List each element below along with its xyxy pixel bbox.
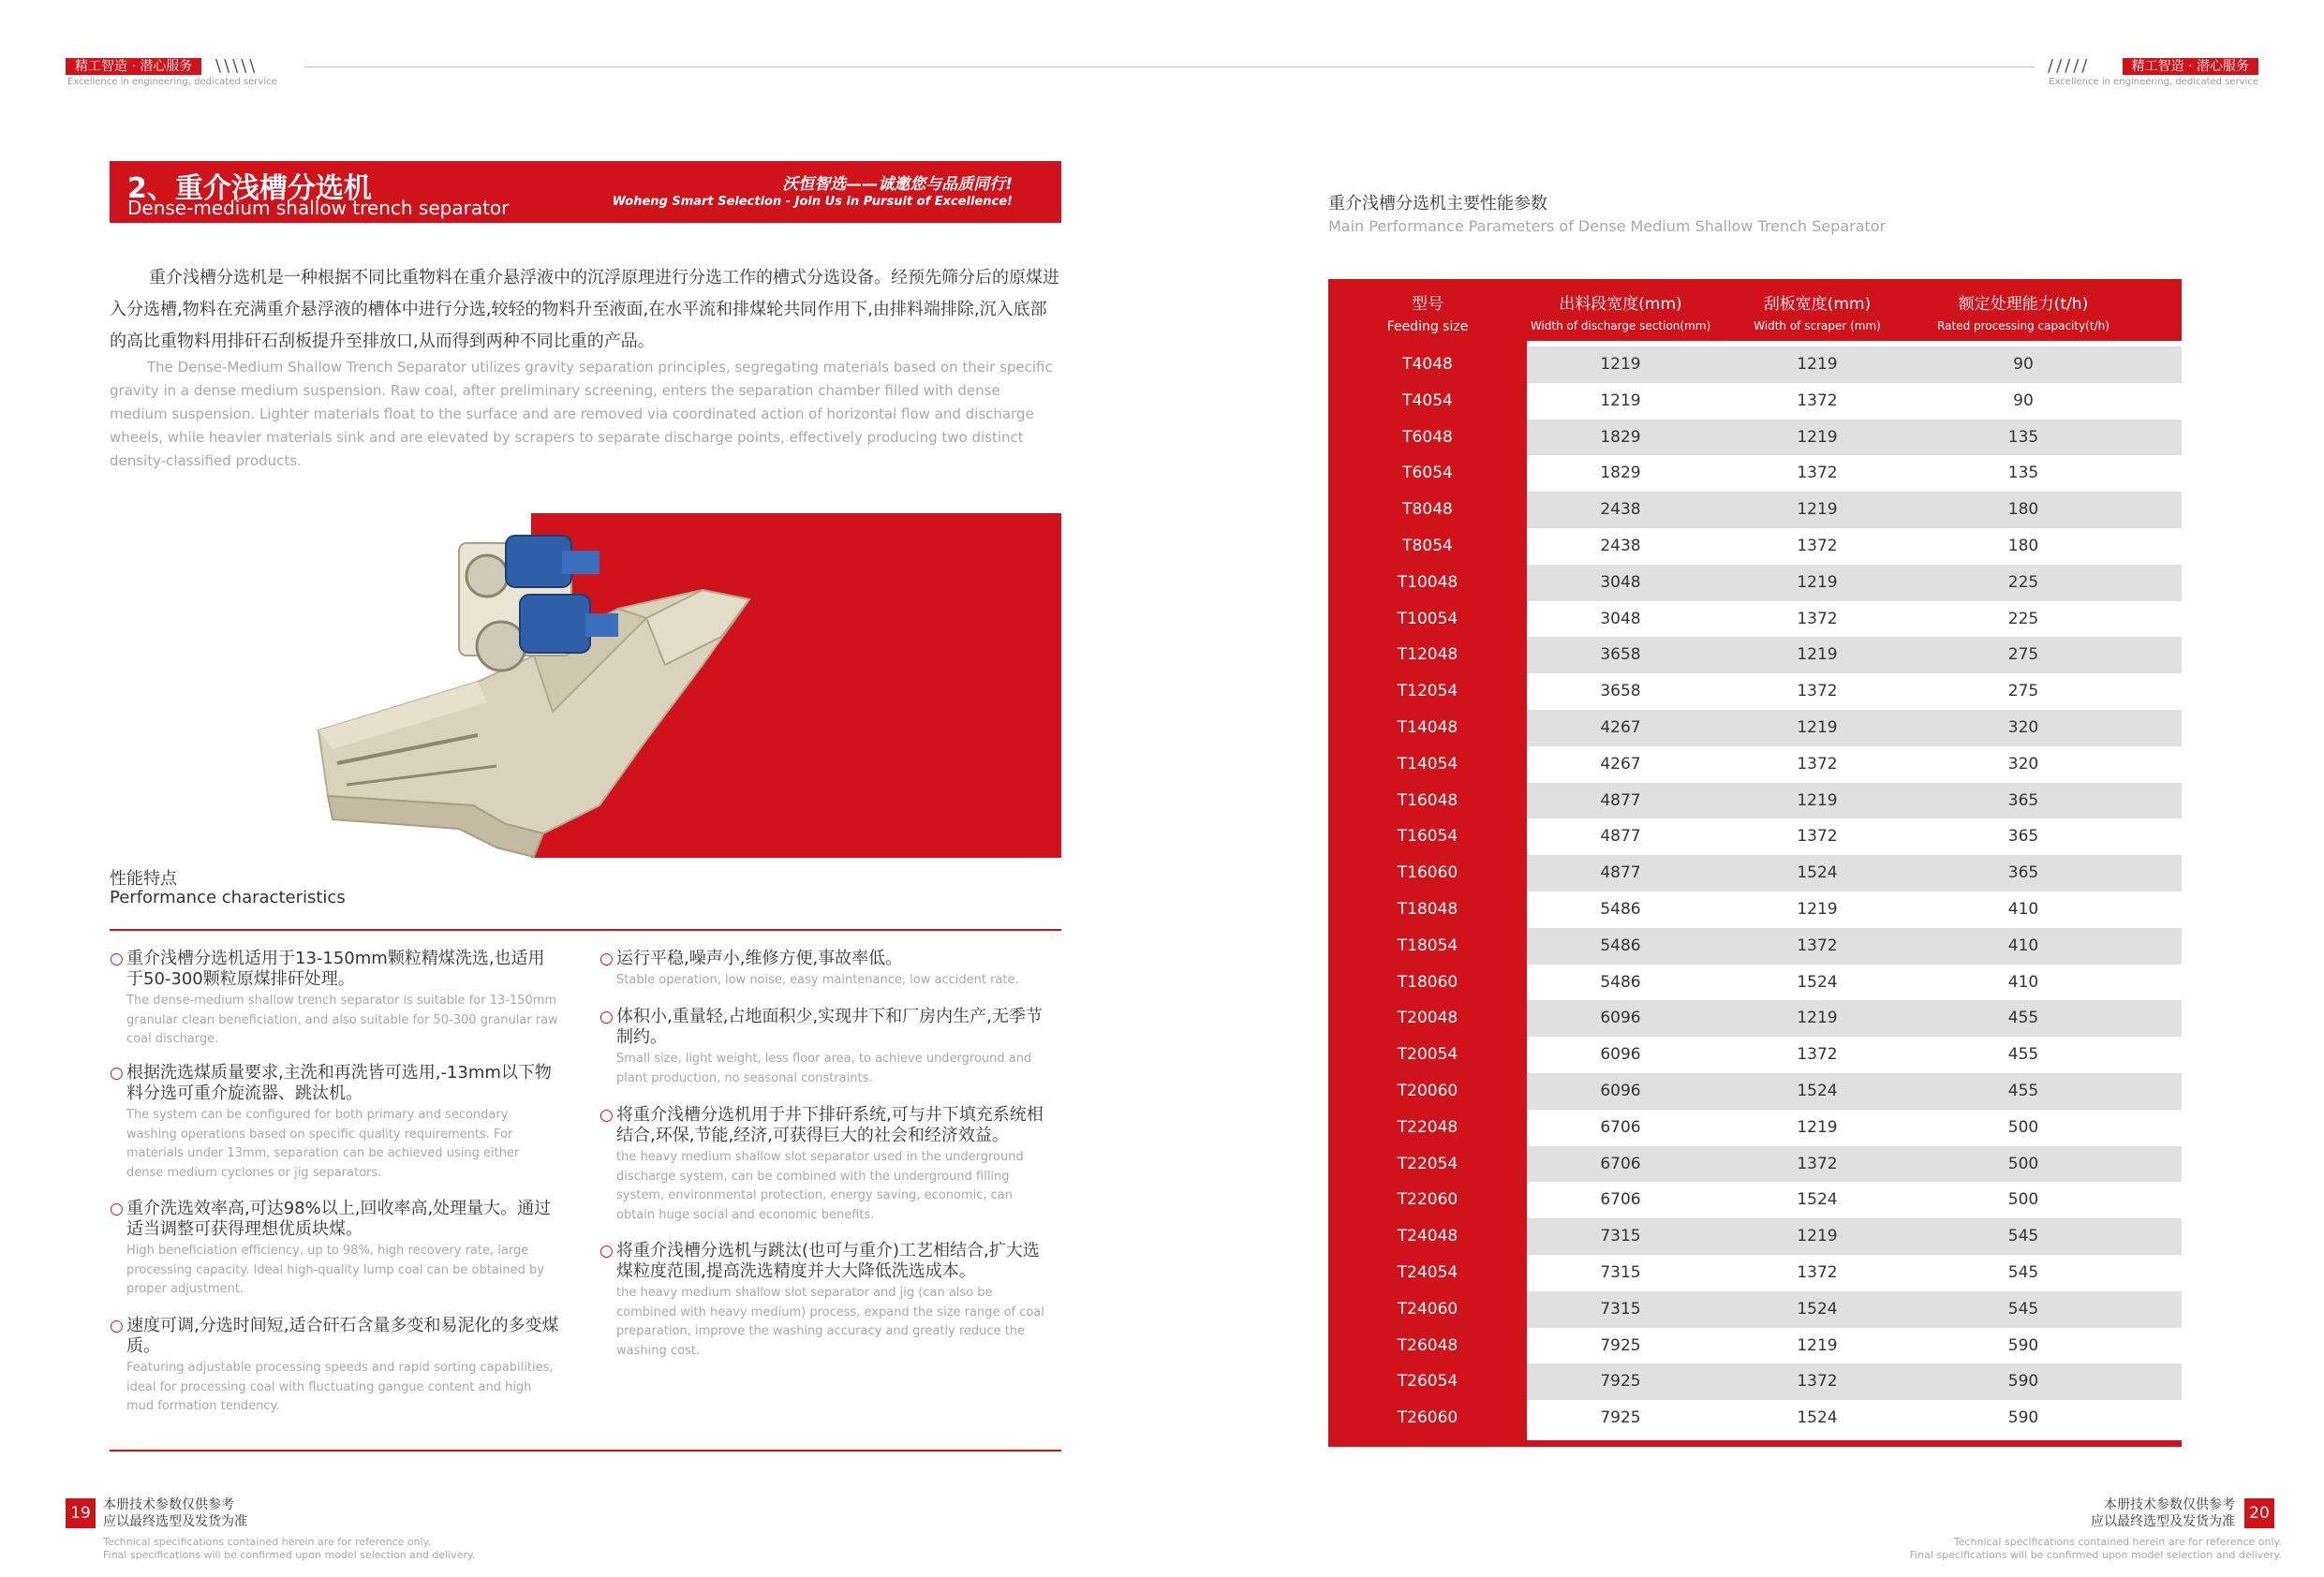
discharge-width-cell: 4877 (1600, 827, 1641, 847)
table-row (1328, 1000, 2182, 1037)
scraper-width-cell: 1372 (1797, 827, 1838, 847)
discharge-width-cell: 1829 (1600, 427, 1641, 447)
table-header-cell (1328, 279, 1527, 341)
section-title-en: Dense-medium shallow trench separator (127, 197, 510, 219)
scraper-width-cell: 1219 (1797, 1009, 1838, 1028)
capacity-cell: 410 (2007, 972, 2039, 992)
section-title: 2、重介浅槽分选机 (127, 172, 372, 205)
footer-note-line-en: Technical specifications contained herein are for reference only. (1953, 1536, 2282, 1548)
capacity-cell: 410 (2007, 936, 2039, 955)
capacity-cell: 90 (2013, 355, 2034, 374)
features-heading-en: Performance characteristics (110, 888, 346, 907)
model-cell: T14054 (1397, 754, 1458, 774)
bullet-circle-icon: ○ (600, 1106, 614, 1125)
scraper-width-cell: 1219 (1797, 1227, 1838, 1246)
title-underline (110, 221, 1061, 223)
features-heading: 性能特点 (110, 869, 177, 889)
model-cell: T20048 (1397, 1009, 1458, 1028)
scraper-width-cell: 1219 (1797, 1117, 1838, 1137)
discharge-width-cell: 7315 (1600, 1227, 1641, 1246)
discharge-width-cell: 3048 (1600, 572, 1641, 592)
table-row (1328, 1291, 2182, 1328)
table-row (1328, 818, 2182, 855)
feature-item (110, 1199, 559, 1300)
model-cell: T12054 (1397, 682, 1458, 701)
feature-text: 速度可调,分选时间短,适合矸石含量多变和易泥化的多变煤质。 (126, 1316, 559, 1356)
feature-text: 根据洗选煤质量要求,主洗和再洗皆可选用,-13mm以下物料分选可重介旋流器、跳汰机。 (126, 1063, 552, 1103)
bullet-circle-icon: ○ (600, 1242, 614, 1260)
capacity-cell: 320 (2007, 718, 2039, 737)
bullet-circle-icon: ○ (110, 1200, 124, 1218)
scraper-width-cell: 1372 (1797, 1263, 1838, 1282)
feature-text: 重介浅槽分选机适用于13-150mm颗粒精煤洗选,也适用于50-300颗粒原煤排矸处理。 (126, 949, 545, 989)
feature-text: 体积小,重量轻,占地面积少,实现井下和厂房内生产,无季节制约。 (616, 1007, 1043, 1047)
capacity-cell: 455 (2007, 1082, 2039, 1100)
table-row (1328, 1037, 2182, 1073)
model-cell: T10054 (1397, 609, 1458, 628)
feature-text: 重介洗选效率高,可达98%以上,回收率高,处理量大。通过适当调整可获得理想优质块煤。 (126, 1199, 552, 1239)
model-cell: T24048 (1397, 1227, 1458, 1246)
model-cell: T24054 (1397, 1263, 1458, 1282)
feature-text-en: the heavy medium shallow slot separator used in the underground discharge system, can be combined with the underground filling system, environmental protection, energy saving, economic, can obtain huge social and economic benefits. (616, 1150, 1024, 1222)
header-tag-left: 精工智造 · 潜心服务 (66, 58, 201, 75)
capacity-cell: 365 (2007, 790, 2039, 810)
discharge-width-cell: 6096 (1600, 1045, 1641, 1065)
table-row (1328, 1073, 2182, 1110)
scraper-width-cell: 1219 (1797, 790, 1838, 810)
footer-note-line: 本册技术参数仅供参考 (2104, 1497, 2235, 1512)
discharge-width-cell: 6706 (1600, 1190, 1641, 1210)
capacity-cell: 545 (2007, 1263, 2039, 1282)
capacity-cell: 180 (2007, 537, 2039, 555)
table-row (1328, 783, 2182, 819)
model-cell: T20060 (1397, 1082, 1458, 1100)
table-row (1328, 965, 2182, 1001)
feature-item (600, 949, 1049, 991)
capacity-cell: 365 (2007, 863, 2039, 883)
discharge-width-cell: 4267 (1600, 718, 1641, 737)
scraper-width-cell: 1372 (1797, 464, 1838, 483)
header-label: 出料段宽度(mm) (1559, 295, 1682, 314)
model-cell: T22048 (1397, 1117, 1458, 1137)
header-label: 额定处理能力(t/h) (1958, 295, 2089, 314)
discharge-width-cell: 6706 (1600, 1117, 1641, 1137)
table-row (1328, 1110, 2182, 1146)
model-cell: T16060 (1397, 863, 1458, 883)
feature-text-en: The system can be configured for both primary and secondary washing operations based on specific quality requirements. For materials under 13mm, separation can be achieved using either dense medium cyclones or jig separators. (126, 1108, 520, 1180)
table-row (1328, 528, 2182, 565)
feature-text-en: High beneficiation efficiency, up to 98%, high recovery rate, large processing capacity. Ideal high-quality lump coal can be obtained by proper adjustment. (126, 1244, 544, 1296)
capacity-cell: 135 (2007, 427, 2039, 447)
table-row (1328, 455, 2182, 492)
bullet-circle-icon: ○ (110, 1317, 124, 1335)
model-cell: T20054 (1397, 1045, 1458, 1065)
table-row (1328, 1400, 2182, 1437)
footer-note-line-en: Final specifications will be confirmed upon model selection and delivery. (1909, 1549, 2282, 1561)
footer-note-right (2091, 1496, 2235, 1530)
model-cell: T22060 (1397, 1190, 1458, 1210)
model-cell: T18048 (1397, 900, 1458, 919)
bullet-circle-icon: ○ (110, 1064, 124, 1083)
scraper-width-cell: 1219 (1797, 427, 1838, 447)
model-cell: T14048 (1397, 718, 1458, 737)
discharge-width-cell: 2438 (1600, 500, 1641, 520)
model-cell: T6054 (1402, 464, 1453, 483)
header-label: 型号 (1412, 295, 1443, 314)
features-bottom-rule (110, 1450, 1061, 1452)
discharge-width-cell: 4877 (1600, 790, 1641, 810)
header-label-en: Width of discharge section(mm) (1530, 319, 1711, 332)
discharge-width-cell: 2438 (1600, 537, 1641, 555)
capacity-cell: 275 (2007, 645, 2039, 665)
model-cell: T4048 (1402, 355, 1453, 374)
discharge-width-cell: 6706 (1600, 1154, 1641, 1173)
slogan-en: Woheng Smart Selection - Join Us in Pursuit of Excellence! (612, 195, 1013, 209)
table-row (1328, 637, 2182, 673)
feature-text-en: the heavy medium shallow slot separator and jig (can also be combined with heavy medium) process, expand the size range of coal preparation, improve the washing accuracy and greatly reduce the washing cost. (616, 1286, 1044, 1358)
feature-item (110, 949, 559, 1050)
table-row (1328, 710, 2182, 746)
table-row (1328, 1182, 2182, 1218)
scraper-width-cell: 1219 (1797, 900, 1838, 919)
scraper-width-cell: 1372 (1797, 936, 1838, 955)
discharge-width-cell: 1829 (1600, 464, 1641, 483)
capacity-cell: 90 (2013, 391, 2034, 410)
scraper-width-cell: 1524 (1797, 1408, 1838, 1428)
header-slashes-right: ///// (2048, 56, 2091, 76)
scraper-width-cell: 1219 (1797, 355, 1838, 374)
table-row (1328, 420, 2182, 456)
feature-text: 将重介浅槽分选机用于井下排矸系统,可与井下填充系统相结合,环保,节能,经济,可获得巨大的社会和经济效益。 (616, 1105, 1044, 1145)
separator-machine-image (309, 524, 909, 862)
model-cell: T8048 (1402, 500, 1453, 520)
capacity-cell: 545 (2007, 1299, 2039, 1319)
header-subtitle-left: Excellence in engineering, dedicated service (67, 77, 277, 87)
discharge-width-cell: 7925 (1600, 1335, 1641, 1355)
discharge-width-cell: 7925 (1600, 1408, 1641, 1428)
table-header-cell (1920, 279, 2126, 341)
scraper-width-cell: 1372 (1797, 1154, 1838, 1173)
capacity-cell: 275 (2007, 682, 2039, 701)
scraper-width-cell: 1524 (1797, 863, 1838, 883)
footer-note-line: 本册技术参数仅供参考 (103, 1497, 234, 1512)
capacity-cell: 500 (2007, 1190, 2039, 1210)
discharge-width-cell: 5486 (1600, 900, 1641, 919)
model-cell: T4054 (1402, 391, 1453, 410)
scraper-width-cell: 1524 (1797, 1299, 1838, 1319)
discharge-width-cell: 6096 (1600, 1082, 1641, 1100)
header-tag-right: 精工智造 · 潜心服务 (2123, 58, 2258, 75)
features-top-rule (110, 929, 1061, 931)
table-row (1328, 1146, 2182, 1183)
table-row (1328, 746, 2182, 783)
header-label-en: Width of scraper (mm) (1754, 319, 1881, 332)
bullet-circle-icon: ○ (110, 950, 124, 968)
scraper-width-cell: 1372 (1797, 1045, 1838, 1065)
table-title-en: Main Performance Parameters of Dense Medium Shallow Trench Separator (1328, 217, 1887, 235)
capacity-cell: 320 (2007, 754, 2039, 774)
model-cell: T26060 (1397, 1408, 1458, 1428)
scraper-width-cell: 1372 (1797, 754, 1838, 774)
model-cell: T12048 (1397, 645, 1458, 665)
model-cell: T26048 (1397, 1335, 1458, 1355)
discharge-width-cell: 7315 (1600, 1263, 1641, 1282)
table-row (1328, 928, 2182, 965)
table-row (1328, 1218, 2182, 1255)
discharge-width-cell: 3048 (1600, 609, 1641, 628)
footer-note-line-en: Technical specifications contained herein are for reference only. (103, 1536, 432, 1548)
header-label-en: Rated processing capacity(t/h) (1937, 319, 2109, 332)
model-cell: T26054 (1397, 1372, 1458, 1392)
model-cell: T18054 (1397, 936, 1458, 955)
capacity-cell: 590 (2007, 1408, 2039, 1428)
footer-note-line: 应以最终选型及发货为准 (103, 1514, 247, 1529)
scraper-width-cell: 1219 (1797, 718, 1838, 737)
capacity-cell: 180 (2007, 500, 2039, 520)
bullet-circle-icon: ○ (600, 1008, 614, 1026)
discharge-width-cell: 6096 (1600, 1009, 1641, 1028)
scraper-width-cell: 1219 (1797, 500, 1838, 520)
table-row (1328, 1255, 2182, 1291)
feature-item (110, 1063, 559, 1183)
intro-paragraph: 重介浅槽分选机是一种根据不同比重物料在重介悬浮液中的沉浮原理进行分选工作的槽式分选设备。经预先筛分后的原煤进入分选槽,物料在充满重介悬浮液的槽体中进行分选,较轻的物料升至液面,在水平流和排煤轮共同作用下,由排料端排除,沉入底部的高比重物料用排矸石刮板提升至排放口,从而得到两种不同比重的产品。 (110, 268, 1059, 351)
discharge-width-cell: 3658 (1600, 645, 1641, 665)
feature-item (600, 1241, 1049, 1361)
header-slashes-left: \\\\\ (215, 56, 259, 76)
scraper-width-cell: 1219 (1797, 1335, 1838, 1355)
page-number-left: 19 (66, 1498, 96, 1528)
scraper-width-cell: 1524 (1797, 1190, 1838, 1210)
scraper-width-cell: 1372 (1797, 537, 1838, 555)
model-cell: T16048 (1397, 790, 1458, 810)
table-row (1328, 601, 2182, 638)
table-row (1328, 1328, 2182, 1364)
intro-paragraph-en: The Dense-Medium Shallow Trench Separator utilizes gravity separation principles, segregating materials based on their specific gravity in a dense medium suspension. Raw coal, after preliminary screening, enters the separation chamber filled with dense medium suspension. Lighter materials float to the surface and are removed via coordinated action of horizontal flow and discharge wheels, while heavier materials sink and are elevated by scrapers to separate discharge points, effectively producing two distinct density-classified products. (110, 359, 1053, 469)
scraper-width-cell: 1219 (1797, 572, 1838, 592)
table-row (1328, 383, 2182, 420)
slogan: 沃恒智选——诚邀您与品质同行! (782, 175, 1013, 194)
header-subtitle-right: Excellence in engineering, dedicated service (2049, 77, 2258, 87)
footer-note-right-en (1910, 1536, 2282, 1562)
scraper-width-cell: 1524 (1797, 1082, 1838, 1100)
discharge-width-cell: 4877 (1600, 863, 1641, 883)
table-header-cell (1527, 279, 1714, 341)
capacity-cell: 500 (2007, 1154, 2039, 1173)
scraper-width-cell: 1524 (1797, 972, 1838, 992)
capacity-cell: 135 (2007, 464, 2039, 483)
capacity-cell: 590 (2007, 1335, 2039, 1355)
feature-item (600, 1007, 1049, 1088)
table-title: 重介浅槽分选机主要性能参数 (1328, 194, 1547, 214)
footer-note-left-en (103, 1536, 475, 1562)
model-cell: T18060 (1397, 972, 1458, 992)
discharge-width-cell: 7315 (1600, 1299, 1641, 1319)
discharge-width-cell: 1219 (1600, 355, 1641, 374)
scraper-width-cell: 1372 (1797, 1372, 1838, 1392)
footer-note-line-en: Final specifications will be confirmed upon model selection and delivery. (103, 1549, 476, 1561)
table-row (1328, 346, 2182, 383)
table-row (1328, 855, 2182, 892)
table-row (1328, 673, 2182, 710)
feature-text: 将重介浅槽分选机与跳汰(也可与重介)工艺相结合,扩大选煤粒度范围,提高洗选精度并大大降低洗选成本。 (616, 1241, 1040, 1281)
capacity-cell: 225 (2007, 609, 2039, 628)
feature-text-en: Stable operation, low noise, easy maintenance, low accident rate. (616, 973, 1019, 987)
table-row (1328, 565, 2182, 601)
capacity-cell: 455 (2007, 1045, 2039, 1065)
capacity-cell: 365 (2007, 827, 2039, 847)
capacity-cell: 500 (2007, 1117, 2039, 1137)
capacity-cell: 225 (2007, 572, 2039, 592)
capacity-cell: 545 (2007, 1227, 2039, 1246)
model-cell: T24060 (1397, 1299, 1458, 1319)
discharge-width-cell: 4267 (1600, 754, 1641, 774)
model-cell: T6048 (1402, 427, 1453, 447)
model-cell: T22054 (1397, 1154, 1458, 1173)
table-row (1328, 492, 2182, 528)
capacity-cell: 590 (2007, 1372, 2039, 1392)
model-cell: T10048 (1397, 572, 1458, 592)
feature-item (110, 1316, 559, 1417)
table-row (1328, 1363, 2182, 1400)
discharge-width-cell: 1219 (1600, 391, 1641, 410)
bullet-circle-icon: ○ (600, 950, 614, 968)
model-cell: T16054 (1397, 827, 1458, 847)
header-label: 刮板宽度(mm) (1763, 295, 1872, 314)
scraper-width-cell: 1372 (1797, 609, 1838, 628)
scraper-width-cell: 1372 (1797, 391, 1838, 410)
capacity-cell: 455 (2007, 1009, 2039, 1028)
capacity-cell: 410 (2007, 900, 2039, 919)
model-cell: T8054 (1402, 537, 1453, 555)
page-number-right: 20 (2244, 1498, 2274, 1528)
table-row (1328, 892, 2182, 928)
table-header-cell (1714, 279, 1920, 341)
discharge-width-cell: 7925 (1600, 1372, 1641, 1392)
feature-text-en: Small size, light weight, less floor area, to achieve underground and plant production, no seasonal constraints. (616, 1052, 1032, 1085)
scraper-width-cell: 1219 (1797, 645, 1838, 665)
header-divider (304, 66, 2035, 67)
discharge-width-cell: 5486 (1600, 936, 1641, 955)
feature-text-en: The dense-medium shallow trench separator is suitable for 13-150mm granular clean beneficiation, and also suitable for 50-300 granular raw coal discharge. (126, 994, 558, 1046)
footer-note-left (103, 1496, 247, 1530)
header-label-en: Feeding size (1386, 319, 1469, 334)
discharge-width-cell: 5486 (1600, 972, 1641, 992)
feature-item (600, 1105, 1049, 1225)
footer-note-line: 应以最终选型及发货为准 (2091, 1514, 2235, 1529)
table-bottom-rule (1328, 1440, 2182, 1447)
scraper-width-cell: 1372 (1797, 682, 1838, 701)
discharge-width-cell: 3658 (1600, 682, 1641, 701)
feature-text: 运行平稳,噪声小,维修方便,事故率低。 (616, 949, 903, 968)
feature-text-en: Featuring adjustable processing speeds and rapid sorting capabilities, ideal for processing coal with fluctuating gangue content and high mud formation tendency. (126, 1361, 554, 1413)
